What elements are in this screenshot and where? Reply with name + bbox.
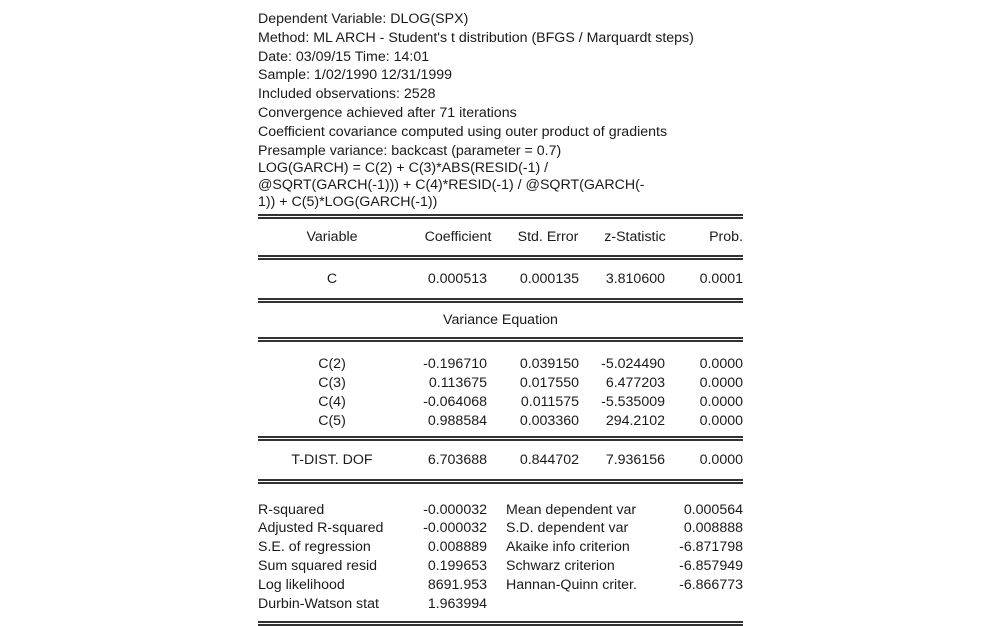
coefficient: 0.113675 <box>428 375 487 392</box>
z-statistic: -5.535009 <box>601 393 665 410</box>
table-row <box>258 260 743 298</box>
stats-row <box>258 501 743 520</box>
variable-name: C(5) <box>318 412 346 429</box>
prob: 0.0000 <box>699 393 743 410</box>
method-line: Method: ML ARCH - Student's t distribution (BFGS / Marquardt steps) <box>258 29 694 46</box>
stat-value: 0.000564 <box>683 501 743 518</box>
std-error: 0.017550 <box>519 375 579 392</box>
variable-name: C(2) <box>318 356 346 373</box>
z-statistic: -5.024490 <box>601 356 665 373</box>
col-variable: Variable <box>306 229 358 246</box>
header-block <box>258 10 743 211</box>
stat-value: -6.866773 <box>679 576 743 593</box>
date-time-line: Date: 03/09/15 Time: 14:01 <box>258 48 430 65</box>
col-coefficient: Coefficient <box>424 229 492 246</box>
stat-label: S.E. of regression <box>258 539 371 556</box>
z-statistic: 3.810600 <box>605 271 665 288</box>
stat-label: Akaike info criterion <box>506 539 630 556</box>
covariance-line: Coefficient covariance computed using outer product of gradients <box>258 123 668 140</box>
variable-name: C(4) <box>318 393 346 410</box>
stat-value: -6.871798 <box>679 539 743 556</box>
z-statistic: 7.936156 <box>605 451 665 468</box>
stat-value: 1.963994 <box>427 595 487 612</box>
std-error: 0.003360 <box>519 412 579 429</box>
stat-label: Durbin-Watson stat <box>258 595 379 612</box>
variable-name: C(3) <box>318 375 346 392</box>
stat-label: Sum squared resid <box>258 557 378 574</box>
table-row <box>258 355 743 374</box>
std-error: 0.844702 <box>519 451 579 468</box>
stat-value: 0.008888 <box>683 520 743 537</box>
prob: 0.0000 <box>699 356 743 373</box>
coefficient: 0.000513 <box>427 271 487 288</box>
coefficient: -0.064068 <box>423 393 487 410</box>
stats-row <box>258 557 743 576</box>
table-row <box>258 393 743 412</box>
dependent-variable-line: Dependent Variable: DLOG(SPX) <box>258 11 469 27</box>
col-std-error: Std. Error <box>517 229 579 246</box>
regression-output <box>258 10 743 626</box>
double-rule <box>258 621 743 626</box>
presample-line: Presample variance: backcast (parameter = 0.7) <box>258 142 562 159</box>
stat-value: 0.199653 <box>427 557 487 574</box>
std-error: 0.011575 <box>520 393 579 410</box>
col-z-statistic: z-Statistic <box>604 229 666 246</box>
stat-value: -6.857949 <box>679 557 743 574</box>
convergence-line: Convergence achieved after 71 iterations <box>258 104 517 121</box>
stat-label: Adjusted R-squared <box>258 520 384 537</box>
stat-label: Schwarz criterion <box>506 557 615 574</box>
stat-value: 8691.953 <box>427 576 487 593</box>
stat-label: R-squared <box>258 501 325 518</box>
stats-row <box>258 538 743 557</box>
coefficient: -0.196710 <box>423 356 487 373</box>
prob: 0.0001 <box>699 271 743 288</box>
stats-row <box>258 595 743 614</box>
table-row <box>258 412 743 431</box>
summary-stats <box>258 501 743 614</box>
equation-line-1: LOG(GARCH) = C(2) + C(3)*ABS(RESID(-1) / <box>258 160 549 177</box>
sample-line: Sample: 1/02/1990 12/31/1999 <box>258 67 453 84</box>
col-prob: Prob. <box>709 229 743 246</box>
stat-label: S.D. dependent var <box>506 520 629 537</box>
table-row-dof <box>258 441 743 479</box>
equation-line-3: 1)) + C(5)*LOG(GARCH(-1)) <box>258 194 438 211</box>
equation-line-2: @SQRT(GARCH(-1))) + C(4)*RESID(-1) / @SQRT(GARCH(- <box>258 177 645 194</box>
stat-label: Log likelihood <box>258 576 345 593</box>
stat-value: -0.000032 <box>423 520 487 537</box>
observations-line: Included observations: 2528 <box>258 86 436 103</box>
stats-row <box>258 576 743 595</box>
z-statistic: 294.2102 <box>605 412 665 429</box>
std-error: 0.039150 <box>519 356 579 373</box>
variable-name: C <box>326 271 338 288</box>
table-row <box>258 374 743 393</box>
variable-name: T-DIST. DOF <box>291 451 373 468</box>
stat-label: Mean dependent var <box>506 501 637 518</box>
stat-value: 0.008889 <box>427 539 487 556</box>
stat-label: Hannan-Quinn criter. <box>506 576 637 593</box>
prob: 0.0000 <box>699 375 743 392</box>
prob: 0.0000 <box>699 412 743 429</box>
coefficient: 6.703688 <box>427 451 487 468</box>
coefficient: 0.988584 <box>427 412 487 429</box>
prob: 0.0000 <box>699 451 743 468</box>
z-statistic: 6.477203 <box>605 375 665 392</box>
stat-value: -0.000032 <box>423 501 487 518</box>
std-error: 0.000135 <box>519 271 579 288</box>
stats-row <box>258 519 743 538</box>
variance-equation-title: Variance Equation <box>443 312 558 329</box>
table-header <box>258 219 743 255</box>
